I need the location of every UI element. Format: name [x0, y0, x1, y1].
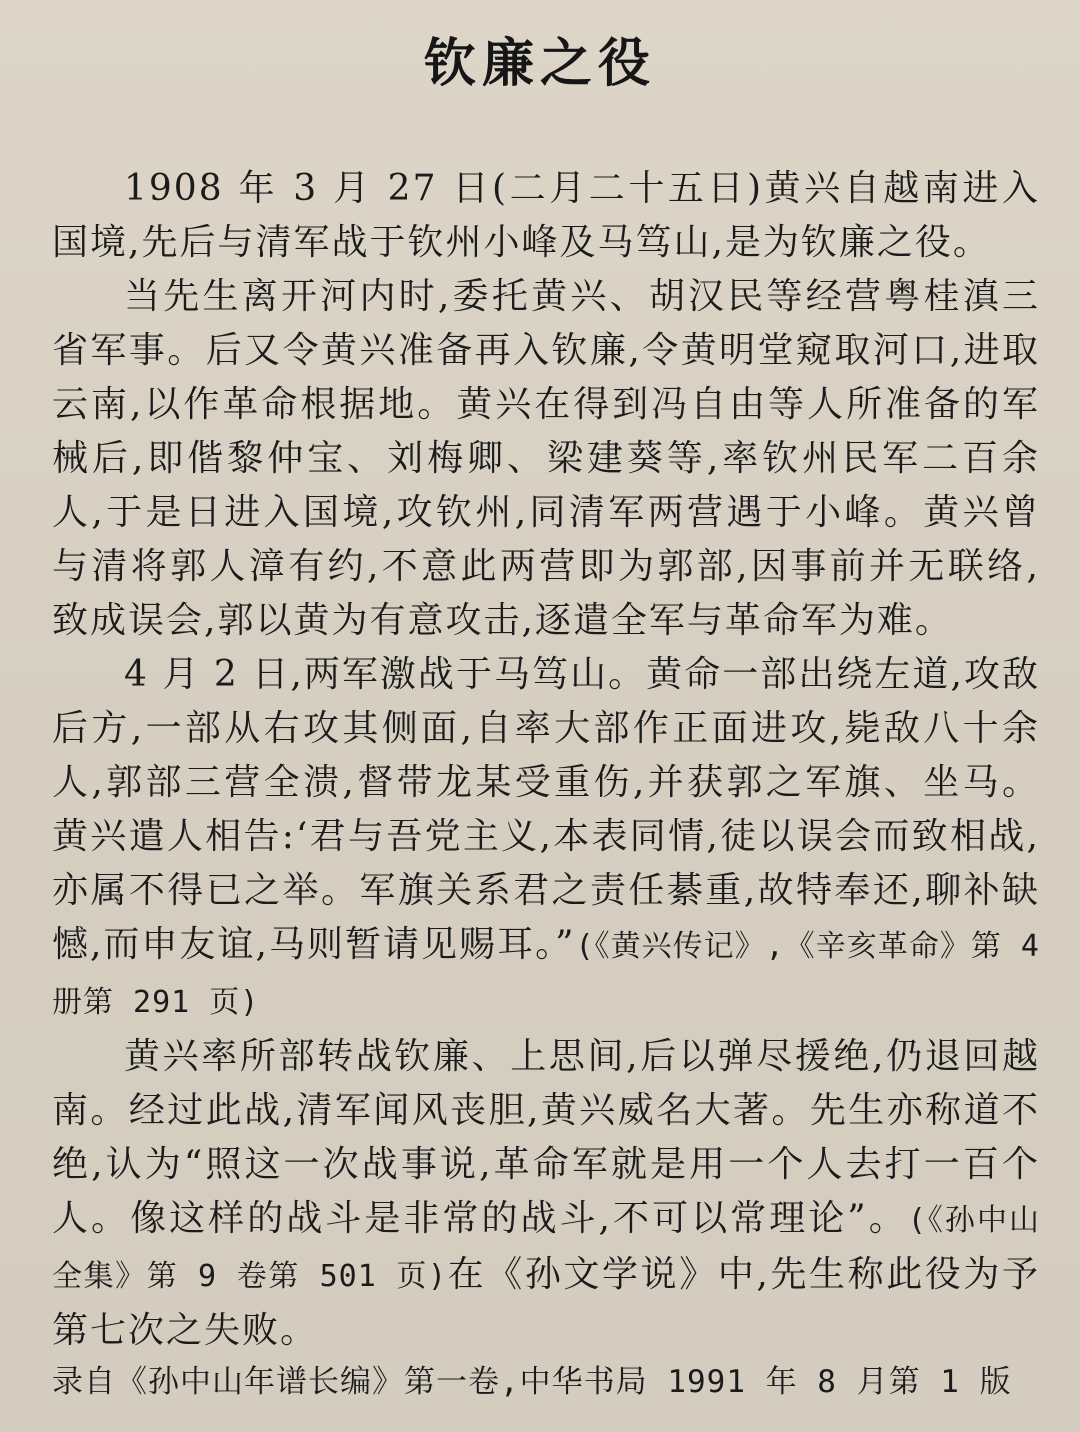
paragraph-text: 黄兴率所部转战钦廉、上思间,后以弹尽援绝,仍退回越南。经过此战,清军闻风丧胆,黄兴威名大著。先生亦称道不绝,认为“照这一次战事说,革命军就是用一个人去打一百个人。像这样的战斗是非常的战斗,不可以常理论”。 — [52, 1036, 1040, 1239]
paragraph-1 — [52, 162, 1040, 270]
paragraph-tail: 在《孙文学说》中,先生称此役为予第七次之失败。 — [52, 1254, 1040, 1351]
article-body — [52, 162, 1040, 1358]
page-title: 钦廉之役 — [423, 34, 656, 94]
paragraph-4 — [52, 1030, 1040, 1358]
paragraph-2 — [52, 270, 1040, 648]
paragraph-3 — [52, 648, 1040, 1030]
source-note: 录自《孙中山年谱长编》第一卷,中华书局 1991 年 8 月第 1 版 — [52, 1364, 1012, 1400]
paragraph-text: 当先生离开河内时,委托黄兴、胡汉民等经营粤桂滇三省军事。后又令黄兴准备再入钦廉,令黄明堂窥取河口,进取云南,以作革命根据地。黄兴在得到冯自由等人所准备的军械后,即偕黎仲宝、刘梅卿、梁建葵等,率钦州民军二百余人,于是日进入国境,攻钦州,同清军两营遇于小峰。黄兴曾与清将郭人漳有约,不意此两营即为郭部,因事前并无联络,致成误会,郭以黄为有意攻击,逐遣全军与革命军为难。 — [52, 276, 1040, 641]
citation: (《黄兴传记》,《辛亥革命》第 4 册第 291 页) — [52, 929, 1040, 1020]
citation: (《孙中山全集》第 9 卷第 501 页) — [52, 1203, 1041, 1294]
paragraph-text: 4 月 2 日,两军激战于马笃山。黄命一部出绕左道,攻敌后方,一部从右攻其侧面,自率大部作正面进攻,毙敌八十余人,郭部三营全溃,督带龙某受重伤,并获郭之军旗、坐马。黄兴遣人相告:‘君与吾党主义,本表同情,徒以误会而致相战,亦属不得已之举。军旗关系君之责任綦重,故特奉还,聊补缺憾,而申友谊,马则暂请见赐耳。” — [52, 654, 1040, 965]
paragraph-text: 1908 年 3 月 27 日(二月二十五日)黄兴自越南进入国境,先后与清军战于钦州小峰及马笃山,是为钦廉之役。 — [52, 168, 1040, 263]
